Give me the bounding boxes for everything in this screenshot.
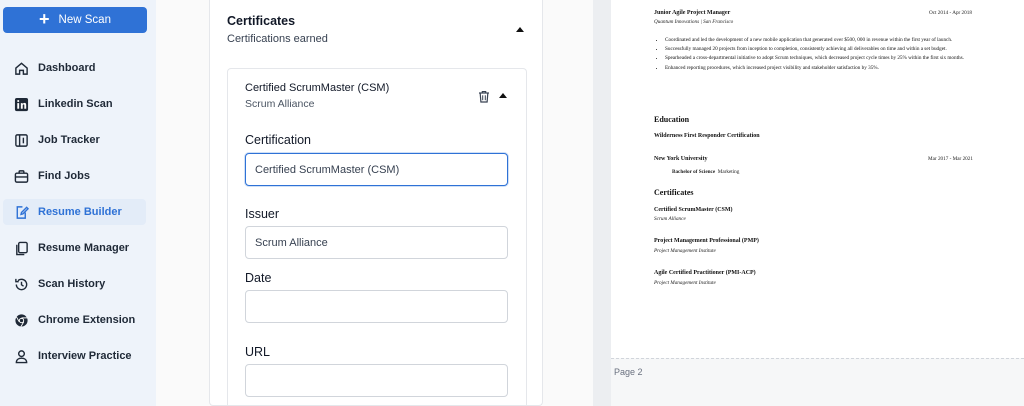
certificate-issuer: Scrum Alliance bbox=[654, 216, 686, 222]
editor-panel bbox=[156, 0, 593, 406]
certificate-name: Project Management Professional (PMP) bbox=[654, 238, 759, 244]
job-tracker-icon bbox=[13, 132, 29, 148]
trash-icon[interactable] bbox=[478, 90, 490, 103]
sidebar-item-chrome-extension[interactable] bbox=[3, 307, 146, 333]
certificate-entry bbox=[227, 68, 527, 406]
sidebar bbox=[0, 0, 156, 406]
chrome-icon bbox=[13, 312, 29, 328]
certificate-name: Agile Certified Practitioner (PMI-ACP) bbox=[654, 270, 756, 276]
sidebar-item-dashboard[interactable] bbox=[3, 55, 146, 81]
list-item: • Enhanced reporting procedures, which increased project visibility and stakeholder satisfaction by 35%. bbox=[665, 64, 986, 73]
entry-title: Certified ScrumMaster (CSM) bbox=[245, 82, 390, 94]
sidebar-item-scan-history[interactable] bbox=[3, 271, 146, 297]
sidebar-item-label: Scan History bbox=[38, 278, 106, 290]
sidebar-item-interview-practice[interactable] bbox=[3, 343, 146, 369]
date-label: Date bbox=[245, 271, 272, 285]
list-item: • Successfully managed 20 projects from inception to completion, consistently achieving all deliverables on time and within a set budget. bbox=[665, 45, 986, 54]
date-input[interactable] bbox=[245, 290, 508, 323]
resume-page bbox=[611, 0, 1024, 358]
certification-label: Certification bbox=[245, 133, 311, 147]
certificate-issuer: Project Management Institute bbox=[654, 248, 716, 254]
sidebar-item-resume-builder[interactable] bbox=[3, 199, 146, 225]
education-degree: Bachelor of Science bbox=[672, 169, 716, 175]
certificates-heading: Certificates bbox=[654, 188, 694, 197]
url-input[interactable] bbox=[245, 364, 508, 397]
education-dates: Mar 2017 - Mar 2021 bbox=[928, 156, 973, 162]
plus-icon: + bbox=[39, 9, 50, 29]
certificates-card bbox=[209, 0, 543, 406]
chevron-up-icon[interactable] bbox=[499, 93, 507, 98]
page-break bbox=[611, 358, 1024, 406]
issuer-input[interactable] bbox=[245, 226, 508, 259]
section-subtitle: Certifications earned bbox=[227, 33, 328, 45]
job-company: Quantum Innovations | San Francisco bbox=[654, 19, 734, 25]
education-degree-line bbox=[672, 169, 739, 175]
sidebar-item-find-jobs[interactable] bbox=[3, 163, 146, 189]
sidebar-item-label: Linkedin Scan bbox=[38, 98, 113, 110]
resume-builder-icon bbox=[13, 204, 29, 220]
job-dates: Oct 2014 - Apr 2018 bbox=[929, 10, 972, 16]
certification-input[interactable] bbox=[245, 153, 508, 186]
job-bullets bbox=[656, 36, 986, 73]
education-name: Wilderness First Responder Certification bbox=[654, 133, 760, 139]
sidebar-item-job-tracker[interactable] bbox=[3, 127, 146, 153]
resume-manager-icon bbox=[13, 240, 29, 256]
scan-history-icon bbox=[13, 276, 29, 292]
resume-preview bbox=[593, 0, 1024, 406]
list-item: • Coordinated and led the development of a new mobile application that generated over $500, 000 in revenue within the first year of launch. bbox=[665, 36, 986, 45]
new-scan-label: New Scan bbox=[58, 14, 111, 26]
education-field: Marketing bbox=[717, 169, 740, 175]
sidebar-item-resume-manager[interactable] bbox=[3, 235, 146, 261]
job-title: Junior Agile Project Manager bbox=[654, 10, 731, 16]
entry-subtitle: Scrum Alliance bbox=[245, 98, 315, 110]
find-jobs-icon bbox=[13, 168, 29, 184]
sidebar-item-label: Resume Builder bbox=[38, 206, 122, 218]
sidebar-item-label: Resume Manager bbox=[38, 242, 130, 254]
dashboard-icon bbox=[13, 60, 29, 76]
sidebar-item-label: Job Tracker bbox=[38, 134, 100, 146]
sidebar-item-label: Find Jobs bbox=[38, 170, 90, 182]
issuer-label: Issuer bbox=[245, 207, 280, 221]
sidebar-item-label: Interview Practice bbox=[38, 350, 132, 362]
new-scan-button[interactable] bbox=[3, 7, 147, 33]
section-title: Certificates bbox=[227, 14, 296, 28]
certificate-issuer: Project Management Institute bbox=[654, 280, 716, 286]
linkedin-icon bbox=[13, 96, 29, 112]
url-label: URL bbox=[245, 345, 271, 359]
sidebar-item-label: Dashboard bbox=[38, 62, 96, 74]
education-heading: Education bbox=[654, 115, 690, 124]
sidebar-item-linkedin-scan[interactable] bbox=[3, 91, 146, 117]
page-number: Page 2 bbox=[614, 367, 643, 377]
list-item: • Spearheaded a cross-departmental initiative to adopt Scrum techniques, which decreased project cycle times by 25% within the first six months. bbox=[665, 54, 986, 63]
certificate-name: Certified ScrumMaster (CSM) bbox=[654, 207, 733, 213]
chevron-up-icon[interactable] bbox=[516, 27, 524, 32]
sidebar-item-label: Chrome Extension bbox=[38, 314, 136, 326]
interview-icon bbox=[13, 348, 29, 364]
education-name: New York University bbox=[654, 156, 708, 162]
